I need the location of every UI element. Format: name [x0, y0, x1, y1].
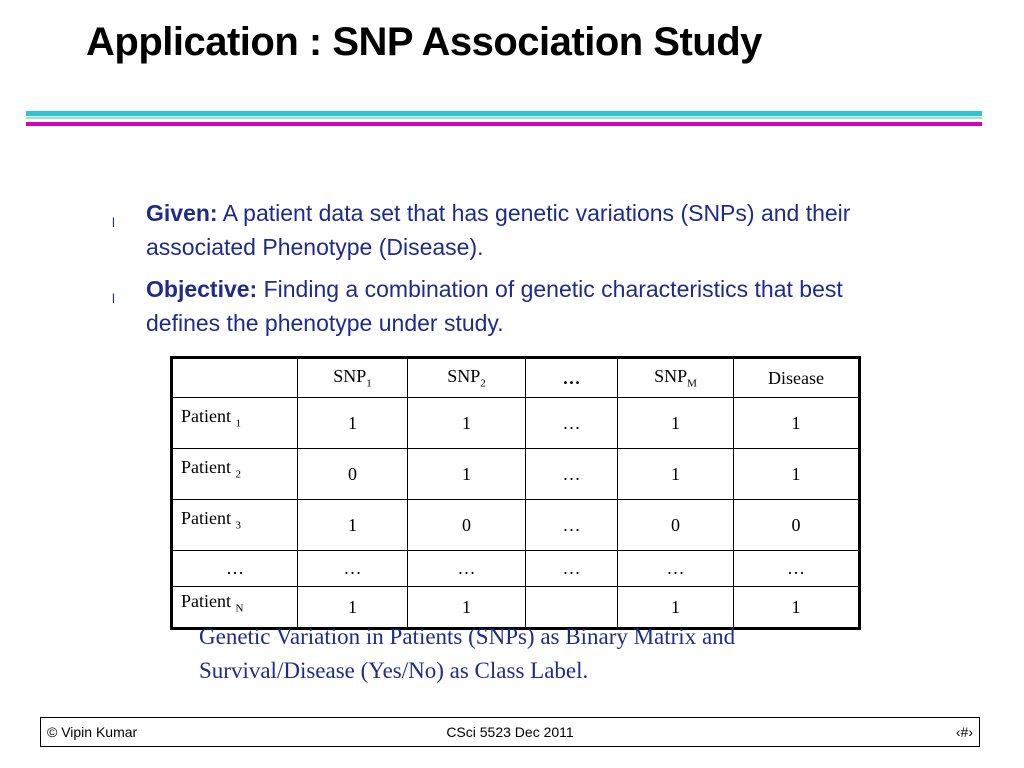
- table-header-row: [172, 358, 860, 398]
- header-cell-snp1: $SNP_1$: [298, 358, 408, 398]
- table-cell: …: [526, 449, 618, 500]
- row-label: Patient $_N$: [172, 587, 298, 629]
- table-cell: 1: [298, 398, 408, 449]
- table-cell: 1: [408, 449, 526, 500]
- row-label: Patient $_1$: [172, 398, 298, 449]
- title-divider-magenta: [26, 122, 982, 126]
- table-cell: …: [618, 551, 734, 587]
- header-cell-snp2: $SNP_2$: [408, 358, 526, 398]
- bullet-keyword: Objective:: [146, 276, 258, 302]
- table-cell: 1: [734, 449, 860, 500]
- table-cell: 1: [734, 587, 860, 629]
- table-cell: …: [298, 551, 408, 587]
- snp-data-table: [170, 356, 861, 630]
- title-divider-cyan: [26, 111, 982, 116]
- row-label: Patient $_2$: [172, 449, 298, 500]
- bullet-marker: l: [112, 215, 115, 230]
- table-row-ellipsis: [172, 551, 860, 587]
- table-caption: Genetic Variation in Patients (SNPs) as Binary Matrix and Survival/Disease (Yes/No) as Class Label.: [199, 624, 736, 683]
- footer-author: © Vipin Kumar: [47, 724, 138, 740]
- slide-title: Application : SNP Association Study: [86, 20, 762, 64]
- bullet-text: Finding a combination of genetic characteristics that best defines the phenotype under study.: [146, 276, 843, 336]
- header-cell-ellipsis: …: [526, 358, 618, 398]
- table-cell: …: [526, 551, 618, 587]
- slide-footer: [40, 717, 980, 747]
- bullet-objective: [112, 272, 912, 340]
- row-label: …: [172, 551, 298, 587]
- table-cell: 1: [618, 587, 734, 629]
- row-label: Patient $_3$: [172, 500, 298, 551]
- table-cell: …: [734, 551, 860, 587]
- bullet-text: A patient data set that has genetic variations (SNPs) and their associated Phenotype (Disease).: [146, 200, 851, 260]
- title-divider-light-cyan: [26, 117, 982, 119]
- header-cell-empty: [172, 358, 298, 398]
- table-cell: 1: [298, 587, 408, 629]
- table-cell: 1: [408, 398, 526, 449]
- table-row: [172, 398, 860, 449]
- table-cell: 0: [734, 500, 860, 551]
- table-cell: 0: [298, 449, 408, 500]
- bullet-keyword: Given:: [146, 200, 218, 226]
- table-cell: …: [526, 500, 618, 551]
- header-cell-snpm: $SNP_M$: [618, 358, 734, 398]
- table-cell: 1: [298, 500, 408, 551]
- table-cell: 1: [618, 449, 734, 500]
- table-cell: 1: [734, 398, 860, 449]
- table-row: [172, 500, 860, 551]
- table-cell: 1: [618, 398, 734, 449]
- bullet-list: [112, 196, 912, 348]
- bullet-marker: l: [112, 291, 115, 306]
- table-cell: …: [526, 398, 618, 449]
- table-cell: 1: [408, 587, 526, 629]
- table-cell: 0: [408, 500, 526, 551]
- header-cell-disease: Disease: [734, 358, 860, 398]
- footer-course: CSci 5523 Dec 2011: [446, 724, 574, 740]
- footer-slide-number: ‹#›: [955, 724, 973, 740]
- table-row: [172, 449, 860, 500]
- table-cell: …: [408, 551, 526, 587]
- bullet-given: [112, 196, 912, 264]
- table-cell: 0: [618, 500, 734, 551]
